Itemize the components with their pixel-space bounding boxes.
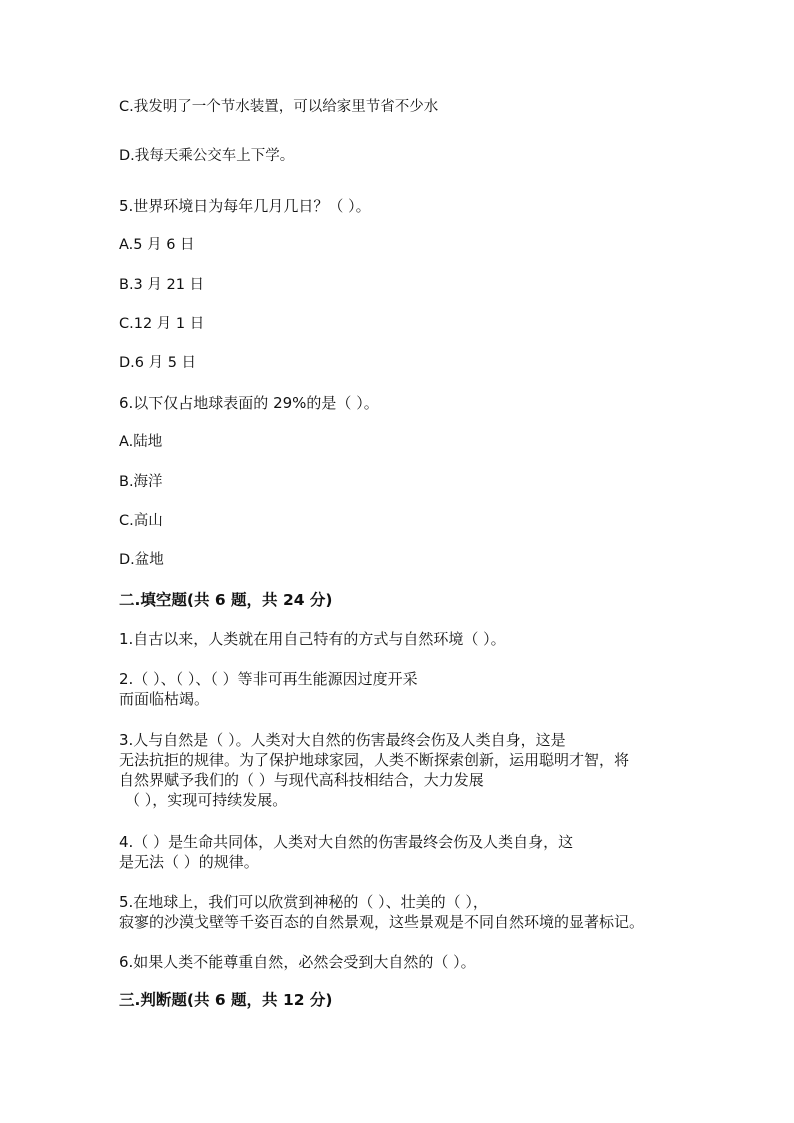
q6-option-c: C.高山 — [119, 513, 163, 529]
fill-q5-line1: 5.在地球上，我们可以欣赏到神秘的（ ）、壮美的（ ）， — [119, 893, 488, 911]
q6-option-a: A.陆地 — [119, 434, 163, 450]
fill-q5 — [119, 892, 694, 932]
fill-q3-line2: 无法抗拒的规律。为了保护地球家园，人类不断探索创新，运用聪明才智，将 — [119, 751, 630, 769]
fill-q3-line4: （ ），实现可持续发展。 — [125, 791, 288, 809]
section-2-title: 二.填空题(共 6 题，共 24 分) — [119, 591, 333, 609]
q6-stem: 6.以下仅占地球表面的 29%的是（ ）。 — [119, 394, 379, 412]
q5-option-a: A.5 月 6 日 — [119, 237, 195, 253]
q5-option-c: C.12 月 1 日 — [119, 316, 205, 332]
fill-q4-line1: 4.（ ）是生命共同体，人类对大自然的伤害最终会伤及人类自身，这 — [119, 833, 574, 851]
fill-q2-line2: 而面临枯竭。 — [119, 690, 210, 708]
q5-stem: 5.世界环境日为每年几月几日？（ ）。 — [119, 197, 371, 215]
fill-q3 — [119, 730, 694, 810]
fill-q6: 6.如果人类不能尊重自然，必然会受到大自然的（ ）。 — [119, 953, 476, 971]
q6-option-d: D.盆地 — [119, 552, 164, 568]
fill-q4-line2: 是无法（ ）的规律。 — [119, 853, 259, 871]
q4-option-d: D.我每天乘公交车上下学。 — [119, 148, 295, 164]
q5-option-d: D.6 月 5 日 — [119, 355, 197, 371]
section-3-title: 三.判断题(共 6 题，共 12 分) — [119, 991, 333, 1009]
fill-q2-line1: 2.（ ）、（ ）、（ ）等非可再生能源因过度开采 — [119, 670, 418, 688]
fill-q5-line2: 寂寥的沙漠戈壁等千姿百态的自然景观，这些景观是不同自然环境的显著标记。 — [119, 913, 645, 931]
q6-option-b: B.海洋 — [119, 474, 163, 490]
fill-q1: 1.自古以来，人类就在用自己特有的方式与自然环境（ ）。 — [119, 630, 506, 648]
fill-q3-line1: 3.人与自然是（ ）。人类对大自然的伤害最终会伤及人类自身，这是 — [119, 731, 566, 749]
fill-q4 — [119, 832, 694, 872]
q5-option-b: B.3 月 21 日 — [119, 277, 205, 293]
q4-option-c: C.我发明了一个节水装置，可以给家里节省不少水 — [119, 99, 439, 115]
fill-q3-line3: 自然界赋予我们的（ ）与现代高科技相结合，大力发展 — [119, 771, 484, 789]
fill-q2 — [119, 669, 694, 709]
